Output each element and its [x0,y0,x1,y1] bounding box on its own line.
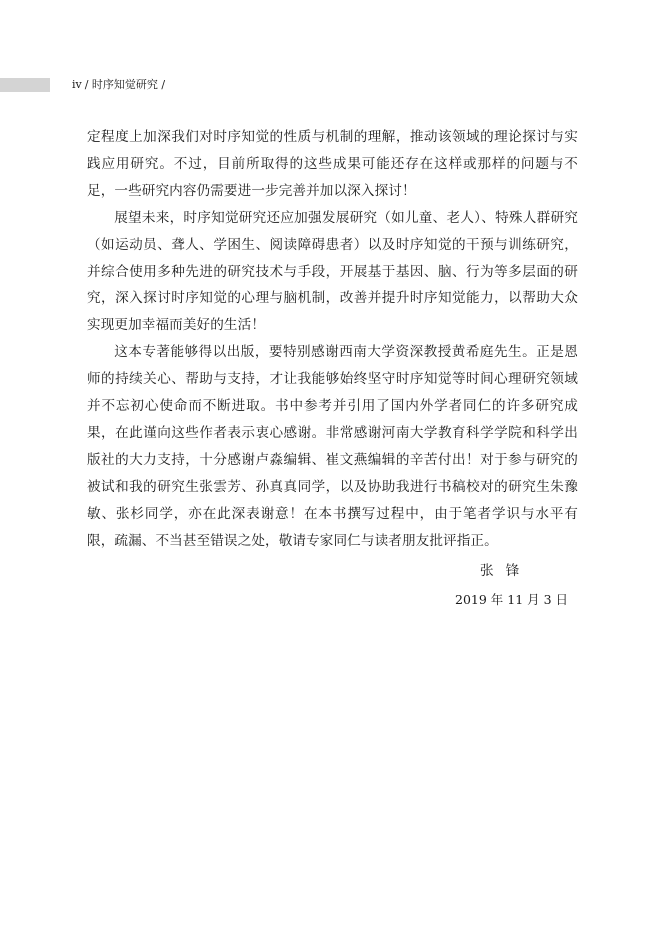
author-signature: 张锋 [480,563,532,579]
section-title: / 时序知觉研究 / [84,78,166,91]
paragraph-continued: 定程度上加深我们对时序知觉的性质与机制的理解，推动该领域的理论探讨与实践应用研究。不过，目前所取得的这些成果可能还存在这样或那样的问题与不足，一些研究内容仍需要进一步完善并加以深入探讨！ [87,129,578,199]
page-number: iv [72,78,82,91]
signature-date: 2019 年 11 月 3 日 [455,592,569,607]
body-text [87,124,578,555]
paragraph-outlook: 展望未来，时序知觉研究还应加强发展研究（如儿童、老人）、特殊人群研究（如运动员、聋人、学困生、阅读障碍患者）以及时序知觉的干预与训练研究，并综合使用多种先进的研究技术与手段，开展基于基因、脑、行为等多层面的研究，深入探讨时序知觉的心理与脑机制，改善并提升时序知觉能力，以帮助大众实现更加幸福而美好的生活！ [87,209,578,334]
paragraph-acknowledgements: 这本专著能够得以出版，要特别感谢西南大学资深教授黄希庭先生。正是恩师的持续关心、帮助与支持，才让我能够始终坚守时序知觉等时间心理研究领域并不忘初心使命而不断进取。书中参考并引用了国内外学者同仁的许多研究成果，在此谨向这些作者表示衷心感谢。非常感谢河南大学教育科学学院和科学出版社的大力支持，十分感谢卢淼编辑、崔文燕编辑的辛苦付出！对于参与研究的被试和我的研究生张雲芳、孙真真同学，以及协助我进行书稿校对的研究生朱豫敏、张杉同学，亦在此深表谢意！在本书撰写过程中，由于笔者学识与水平有限，疏漏、不当甚至错误之处，敬请专家同仁与读者朋友批评指正。 [87,344,578,549]
running-head [72,76,165,94]
header-decor-bar [0,78,50,92]
